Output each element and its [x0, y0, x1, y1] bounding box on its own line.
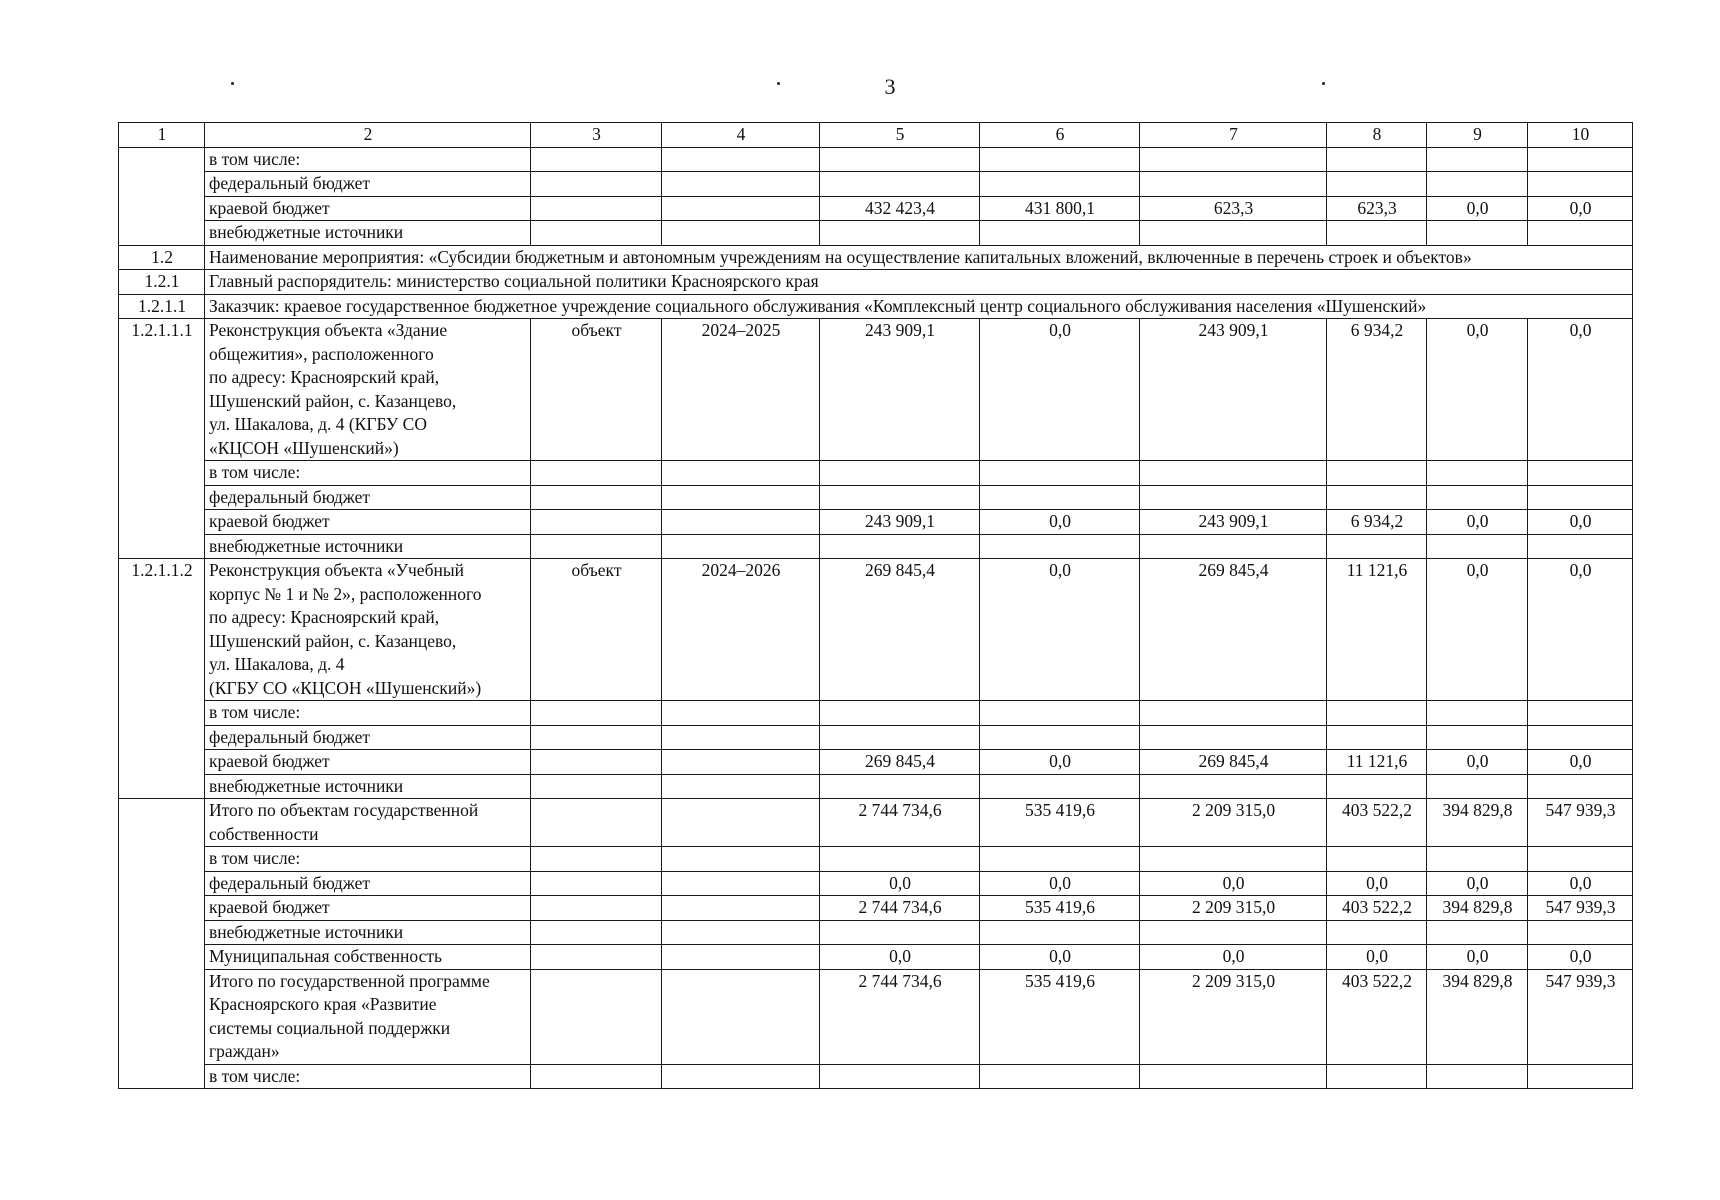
description-line: общежития», расположенного — [209, 343, 434, 364]
table-row — [119, 196, 1633, 221]
value-cell — [1140, 1064, 1327, 1089]
value-cell — [1327, 920, 1427, 945]
section-row — [119, 270, 1633, 295]
value-cell — [820, 920, 980, 945]
value-cell: 623,3 — [1140, 196, 1327, 221]
value-cell: 403 522,2 — [1327, 896, 1427, 921]
value-cell — [980, 221, 1140, 246]
table-cell — [662, 485, 820, 510]
section-title: Наименование мероприятия: «Субсидии бюджетным и автономным учреждениям на осуществление капитальных вложений, включенные в перечень строек и объектов» — [205, 245, 1633, 270]
value-cell: 2 209 315,0 — [1140, 799, 1327, 847]
value-cell: 6 934,2 — [1327, 510, 1427, 535]
value-cell — [1327, 725, 1427, 750]
value-cell: 11 121,6 — [1327, 559, 1427, 701]
table-row — [119, 172, 1633, 197]
row-label: федеральный бюджет — [205, 172, 531, 197]
value-cell — [1327, 485, 1427, 510]
description-line: Красноярского края «Развитие — [209, 994, 437, 1014]
value-cell: 2 209 315,0 — [1140, 896, 1327, 921]
value-cell: 394 829,8 — [1427, 896, 1528, 921]
row-label: краевой бюджет — [205, 510, 531, 535]
value-cell: 0,0 — [1427, 945, 1528, 970]
value-cell: 403 522,2 — [1327, 969, 1427, 1064]
row-label: в том числе: — [205, 701, 531, 726]
description-line: собственности — [209, 823, 319, 844]
value-cell — [980, 461, 1140, 486]
table-cell — [531, 510, 662, 535]
value-cell: 535 419,6 — [980, 969, 1140, 1064]
row-label: федеральный бюджет — [205, 725, 531, 750]
table-row — [119, 147, 1633, 172]
value-cell: 394 829,8 — [1427, 799, 1528, 847]
table-cell — [531, 871, 662, 896]
table-row — [119, 945, 1633, 970]
header-cell: 2 — [205, 123, 531, 148]
table-row — [119, 461, 1633, 486]
value-cell — [980, 485, 1140, 510]
value-cell — [1327, 847, 1427, 872]
value-cell — [1140, 774, 1327, 799]
value-cell — [980, 847, 1140, 872]
table-cell — [531, 701, 662, 726]
row-number: 1.2.1.1.1 — [119, 319, 205, 559]
table-row — [119, 485, 1633, 510]
value-cell: 0,0 — [980, 510, 1140, 535]
description-line: Реконструкция объекта «Здание — [209, 320, 448, 340]
table-row — [119, 701, 1633, 726]
value-cell — [820, 774, 980, 799]
description-line: ул. Шакалова, д. 4 — [209, 654, 345, 674]
value-cell — [820, 147, 980, 172]
value-cell — [820, 725, 980, 750]
table-cell — [662, 147, 820, 172]
table-row — [119, 871, 1633, 896]
object-row — [119, 559, 1633, 701]
value-cell: 2 744 734,6 — [820, 896, 980, 921]
section-title: Заказчик: краевое государственное бюджетное учреждение социального обслуживания «Комплексный центр социального обслуживания населения «Шушенский» — [205, 294, 1633, 319]
row-label: внебюджетные источники — [205, 221, 531, 246]
description-line: Реконструкция объекта «Учебный — [209, 560, 464, 580]
value-cell: 0,0 — [820, 871, 980, 896]
row-label: в том числе: — [205, 1064, 531, 1089]
row-label: внебюджетные источники — [205, 534, 531, 559]
value-cell: 0,0 — [1528, 945, 1633, 970]
value-cell: 535 419,6 — [980, 799, 1140, 847]
description-line: граждан» — [209, 1041, 280, 1061]
description-line: Шушенский район, с. Казанцево, — [209, 390, 457, 411]
value-cell — [820, 701, 980, 726]
value-cell: 0,0 — [1528, 196, 1633, 221]
value-cell — [1427, 172, 1528, 197]
table-cell — [531, 221, 662, 246]
budget-table — [118, 122, 1633, 1089]
table-cell — [531, 147, 662, 172]
table-cell — [662, 221, 820, 246]
value-cell: 2 744 734,6 — [820, 799, 980, 847]
scan-speck — [1322, 82, 1325, 85]
table-cell — [531, 461, 662, 486]
row-label: внебюджетные источники — [205, 774, 531, 799]
value-cell — [1140, 701, 1327, 726]
value-cell: 0,0 — [1327, 871, 1427, 896]
value-cell: 0,0 — [1528, 750, 1633, 775]
total-label — [205, 969, 531, 1064]
value-cell — [1140, 725, 1327, 750]
table-row — [119, 221, 1633, 246]
table-cell — [662, 847, 820, 872]
total-row — [119, 799, 1633, 847]
value-cell — [1327, 774, 1427, 799]
scan-speck — [777, 82, 780, 85]
description-line: Итого по государственной программе — [209, 970, 490, 991]
table-cell — [662, 725, 820, 750]
row-label: федеральный бюджет — [205, 871, 531, 896]
table-cell — [531, 920, 662, 945]
row-label: краевой бюджет — [205, 196, 531, 221]
value-cell — [1528, 774, 1633, 799]
description-line: ул. Шакалова, д. 4 (КГБУ СО — [209, 414, 427, 434]
value-cell — [1528, 701, 1633, 726]
value-cell — [820, 1064, 980, 1089]
table-cell — [662, 969, 820, 1064]
table-cell — [662, 896, 820, 921]
value-cell — [1140, 172, 1327, 197]
value-cell — [1427, 847, 1528, 872]
value-cell: 0,0 — [1140, 945, 1327, 970]
value-cell — [820, 461, 980, 486]
value-cell — [1427, 534, 1528, 559]
value-cell: 0,0 — [980, 559, 1140, 701]
table-cell — [531, 945, 662, 970]
value-cell: 243 909,1 — [820, 510, 980, 535]
table-cell — [662, 196, 820, 221]
table-cell — [662, 750, 820, 775]
row-label: краевой бюджет — [205, 750, 531, 775]
table-cell — [662, 534, 820, 559]
value-cell: 243 909,1 — [820, 319, 980, 461]
value-cell: 243 909,1 — [1140, 319, 1327, 461]
value-cell — [1528, 920, 1633, 945]
years-cell: 2024–2026 — [662, 559, 820, 701]
value-cell: 2 209 315,0 — [1140, 969, 1327, 1064]
table-cell — [531, 196, 662, 221]
description-line: «КЦСОН «Шушенский») — [209, 437, 399, 458]
description-line: Итого по объектам государственной — [209, 800, 479, 820]
row-number: 1.2.1.1 — [119, 294, 205, 319]
value-cell — [1327, 701, 1427, 726]
table-row — [119, 896, 1633, 921]
value-cell: 547 939,3 — [1528, 799, 1633, 847]
unit-cell: объект — [531, 559, 662, 701]
value-cell: 6 934,2 — [1327, 319, 1427, 461]
value-cell — [1528, 534, 1633, 559]
value-cell — [820, 534, 980, 559]
unit-cell: объект — [531, 319, 662, 461]
value-cell — [1327, 1064, 1427, 1089]
value-cell — [1427, 461, 1528, 486]
value-cell — [980, 172, 1140, 197]
value-cell — [1140, 147, 1327, 172]
table-cell — [531, 485, 662, 510]
description-line: системы социальной поддержки — [209, 1017, 451, 1038]
value-cell: 0,0 — [1140, 871, 1327, 896]
value-cell — [820, 847, 980, 872]
header-cell: 5 — [820, 123, 980, 148]
table-row — [119, 847, 1633, 872]
value-cell: 0,0 — [1427, 750, 1528, 775]
table-cell — [531, 172, 662, 197]
row-label: краевой бюджет — [205, 896, 531, 921]
value-cell — [1528, 461, 1633, 486]
description-line: (КГБУ СО «КЦСОН «Шушенский») — [209, 677, 482, 698]
years-cell: 2024–2025 — [662, 319, 820, 461]
header-cell: 3 — [531, 123, 662, 148]
value-cell — [980, 701, 1140, 726]
value-cell — [1427, 920, 1528, 945]
value-cell — [1327, 147, 1427, 172]
header-cell: 8 — [1327, 123, 1427, 148]
value-cell — [820, 172, 980, 197]
value-cell: 269 845,4 — [820, 559, 980, 701]
value-cell — [1528, 725, 1633, 750]
table-cell — [662, 799, 820, 847]
value-cell — [980, 774, 1140, 799]
value-cell: 547 939,3 — [1528, 969, 1633, 1064]
row-label: в том числе: — [205, 461, 531, 486]
value-cell: 547 939,3 — [1528, 896, 1633, 921]
value-cell — [980, 1064, 1140, 1089]
value-cell: 0,0 — [1528, 510, 1633, 535]
value-cell — [1427, 1064, 1528, 1089]
header-cell: 4 — [662, 123, 820, 148]
table-cell — [662, 510, 820, 535]
value-cell — [1140, 534, 1327, 559]
value-cell: 0,0 — [1427, 510, 1528, 535]
value-cell — [1140, 461, 1327, 486]
value-cell — [1528, 172, 1633, 197]
value-cell: 0,0 — [980, 945, 1140, 970]
table-cell — [531, 969, 662, 1064]
table-cell — [662, 774, 820, 799]
row-label: федеральный бюджет — [205, 485, 531, 510]
scan-speck — [231, 82, 234, 85]
value-cell — [1528, 847, 1633, 872]
object-description — [205, 319, 531, 461]
value-cell — [1427, 725, 1528, 750]
value-cell: 0,0 — [820, 945, 980, 970]
table-cell — [531, 725, 662, 750]
value-cell — [1427, 221, 1528, 246]
value-cell: 0,0 — [980, 750, 1140, 775]
row-number: 1.2.1 — [119, 270, 205, 295]
value-cell — [1140, 221, 1327, 246]
table-row — [119, 774, 1633, 799]
row-label: в том числе: — [205, 147, 531, 172]
table-cell — [531, 774, 662, 799]
value-cell — [1140, 920, 1327, 945]
table-row — [119, 510, 1633, 535]
value-cell: 269 845,4 — [820, 750, 980, 775]
value-cell — [1140, 485, 1327, 510]
header-cell: 7 — [1140, 123, 1327, 148]
header-cell: 1 — [119, 123, 205, 148]
value-cell — [820, 221, 980, 246]
object-row — [119, 319, 1633, 461]
table-body — [119, 123, 1633, 1089]
table-cell — [662, 701, 820, 726]
table-row — [119, 534, 1633, 559]
value-cell — [1327, 172, 1427, 197]
value-cell: 0,0 — [1427, 559, 1528, 701]
table-row — [119, 1064, 1633, 1089]
section-title: Главный распорядитель: министерство социальной политики Красноярского края — [205, 270, 1633, 295]
description-line: по адресу: Красноярский край, — [209, 607, 440, 627]
row-number: 1.2 — [119, 245, 205, 270]
value-cell — [820, 485, 980, 510]
description-line: по адресу: Красноярский край, — [209, 367, 440, 387]
value-cell: 394 829,8 — [1427, 969, 1528, 1064]
row-number — [119, 147, 205, 245]
table-cell — [662, 461, 820, 486]
table-cell — [662, 1064, 820, 1089]
value-cell: 11 121,6 — [1327, 750, 1427, 775]
value-cell: 431 800,1 — [980, 196, 1140, 221]
value-cell: 269 845,4 — [1140, 750, 1327, 775]
value-cell — [1528, 221, 1633, 246]
value-cell: 2 744 734,6 — [820, 969, 980, 1064]
row-label: внебюджетные источники — [205, 920, 531, 945]
value-cell: 0,0 — [980, 871, 1140, 896]
value-cell — [980, 920, 1140, 945]
row-label: в том числе: — [205, 847, 531, 872]
value-cell: 0,0 — [1427, 871, 1528, 896]
section-row — [119, 294, 1633, 319]
row-label: Муниципальная собственность — [205, 945, 531, 970]
table-cell — [531, 847, 662, 872]
value-cell: 269 845,4 — [1140, 559, 1327, 701]
value-cell — [1427, 774, 1528, 799]
value-cell — [980, 725, 1140, 750]
object-description — [205, 559, 531, 701]
table-row — [119, 725, 1633, 750]
header-cell: 9 — [1427, 123, 1528, 148]
header-cell: 6 — [980, 123, 1140, 148]
description-line: корпус № 1 и № 2», расположенного — [209, 583, 482, 604]
value-cell — [1427, 701, 1528, 726]
description-line: Шушенский район, с. Казанцево, — [209, 630, 457, 651]
row-number — [119, 799, 205, 1089]
table-row — [119, 750, 1633, 775]
total-row — [119, 969, 1633, 1064]
table-cell — [662, 172, 820, 197]
table-cell — [531, 750, 662, 775]
value-cell — [1427, 485, 1528, 510]
value-cell: 0,0 — [1427, 319, 1528, 461]
value-cell: 0,0 — [980, 319, 1140, 461]
value-cell: 623,3 — [1327, 196, 1427, 221]
table-cell — [662, 871, 820, 896]
table-cell — [662, 920, 820, 945]
value-cell — [1327, 221, 1427, 246]
header-row — [119, 123, 1633, 148]
table-cell — [531, 1064, 662, 1089]
value-cell: 0,0 — [1528, 871, 1633, 896]
header-cell: 10 — [1528, 123, 1633, 148]
table-cell — [662, 945, 820, 970]
section-row — [119, 245, 1633, 270]
total-label — [205, 799, 531, 847]
value-cell: 0,0 — [1528, 319, 1633, 461]
value-cell: 0,0 — [1427, 196, 1528, 221]
value-cell — [1427, 147, 1528, 172]
page-number: 3 — [884, 74, 896, 99]
value-cell — [1528, 485, 1633, 510]
value-cell: 432 423,4 — [820, 196, 980, 221]
value-cell: 0,0 — [1327, 945, 1427, 970]
value-cell — [1327, 461, 1427, 486]
table-cell — [531, 799, 662, 847]
value-cell: 243 909,1 — [1140, 510, 1327, 535]
value-cell: 0,0 — [1528, 559, 1633, 701]
value-cell: 535 419,6 — [980, 896, 1140, 921]
table-cell — [531, 896, 662, 921]
value-cell — [1140, 847, 1327, 872]
value-cell — [1528, 1064, 1633, 1089]
table-cell — [531, 534, 662, 559]
table-row — [119, 920, 1633, 945]
value-cell — [1327, 534, 1427, 559]
value-cell — [1528, 147, 1633, 172]
value-cell — [980, 534, 1140, 559]
value-cell — [980, 147, 1140, 172]
value-cell: 403 522,2 — [1327, 799, 1427, 847]
row-number: 1.2.1.1.2 — [119, 559, 205, 799]
